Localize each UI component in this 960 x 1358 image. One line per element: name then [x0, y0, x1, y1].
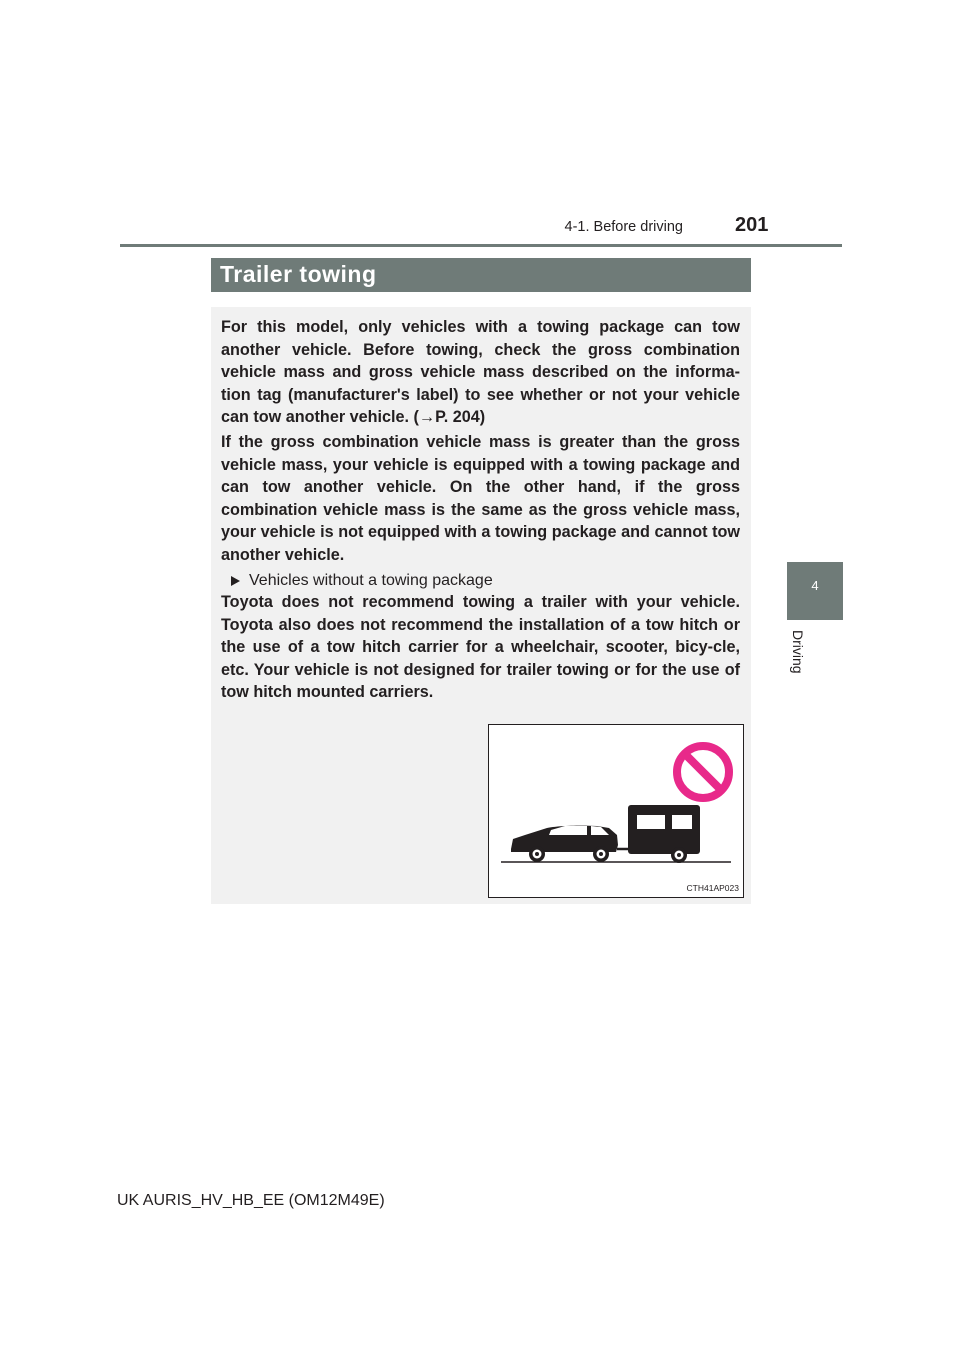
bullet-heading-text: Vehicles without a towing package — [249, 572, 493, 589]
section-title-bar — [211, 258, 751, 292]
header-divider — [120, 244, 842, 247]
chapter-name: Driving — [790, 630, 806, 674]
car-icon — [511, 826, 618, 862]
chapter-tab[interactable] — [787, 562, 843, 620]
page-number: 201 — [735, 214, 769, 236]
section-title: Trailer towing — [220, 261, 377, 287]
illustration-code: CTH41AP023 — [686, 883, 739, 893]
trailer-towing-illustration — [488, 724, 744, 898]
header-section-title: 4-1. Before driving — [564, 219, 683, 235]
bullet-arrow-icon — [231, 576, 240, 586]
chapter-number: 4 — [811, 578, 819, 593]
bullet-heading — [231, 572, 493, 590]
paragraph-not-recommended: Toyota does not recommend towing a trailer with your vehicle. Toyota also does not recommend the installation of a tow hitch or the use of a tow hitch carrier for a wheelchair, scooter, bicy-cle, etc. Your vehicle is not designed for trailer towing or for the use of tow hitch mounted carriers. — [221, 593, 740, 701]
document-code: UK AURIS_HV_HB_EE (OM12M49E) — [117, 1192, 385, 1209]
paragraph-gross-mass: If the gross combination vehicle mass is greater than the gross vehicle mass, your vehicle is equipped with a towing package and can tow another vehicle. On the other hand, if the gross combination vehicle mass is the same as the gross vehicle mass, your vehicle is not equipped with a towing package and cannot tow another vehicle. — [221, 433, 740, 564]
illustration-drawing — [489, 725, 743, 897]
trailer-icon — [628, 805, 700, 863]
prohibition-icon — [677, 746, 729, 798]
paragraph-towing-package: For this model, only vehicles with a towing package can tow another vehicle. Before towing, check the gross combination vehicle mass and gross vehicle mass described on the informa-tion tag (manufacturer's label) to see whether or not your vehicle can tow another vehicle. (→P. 204) — [221, 318, 740, 426]
